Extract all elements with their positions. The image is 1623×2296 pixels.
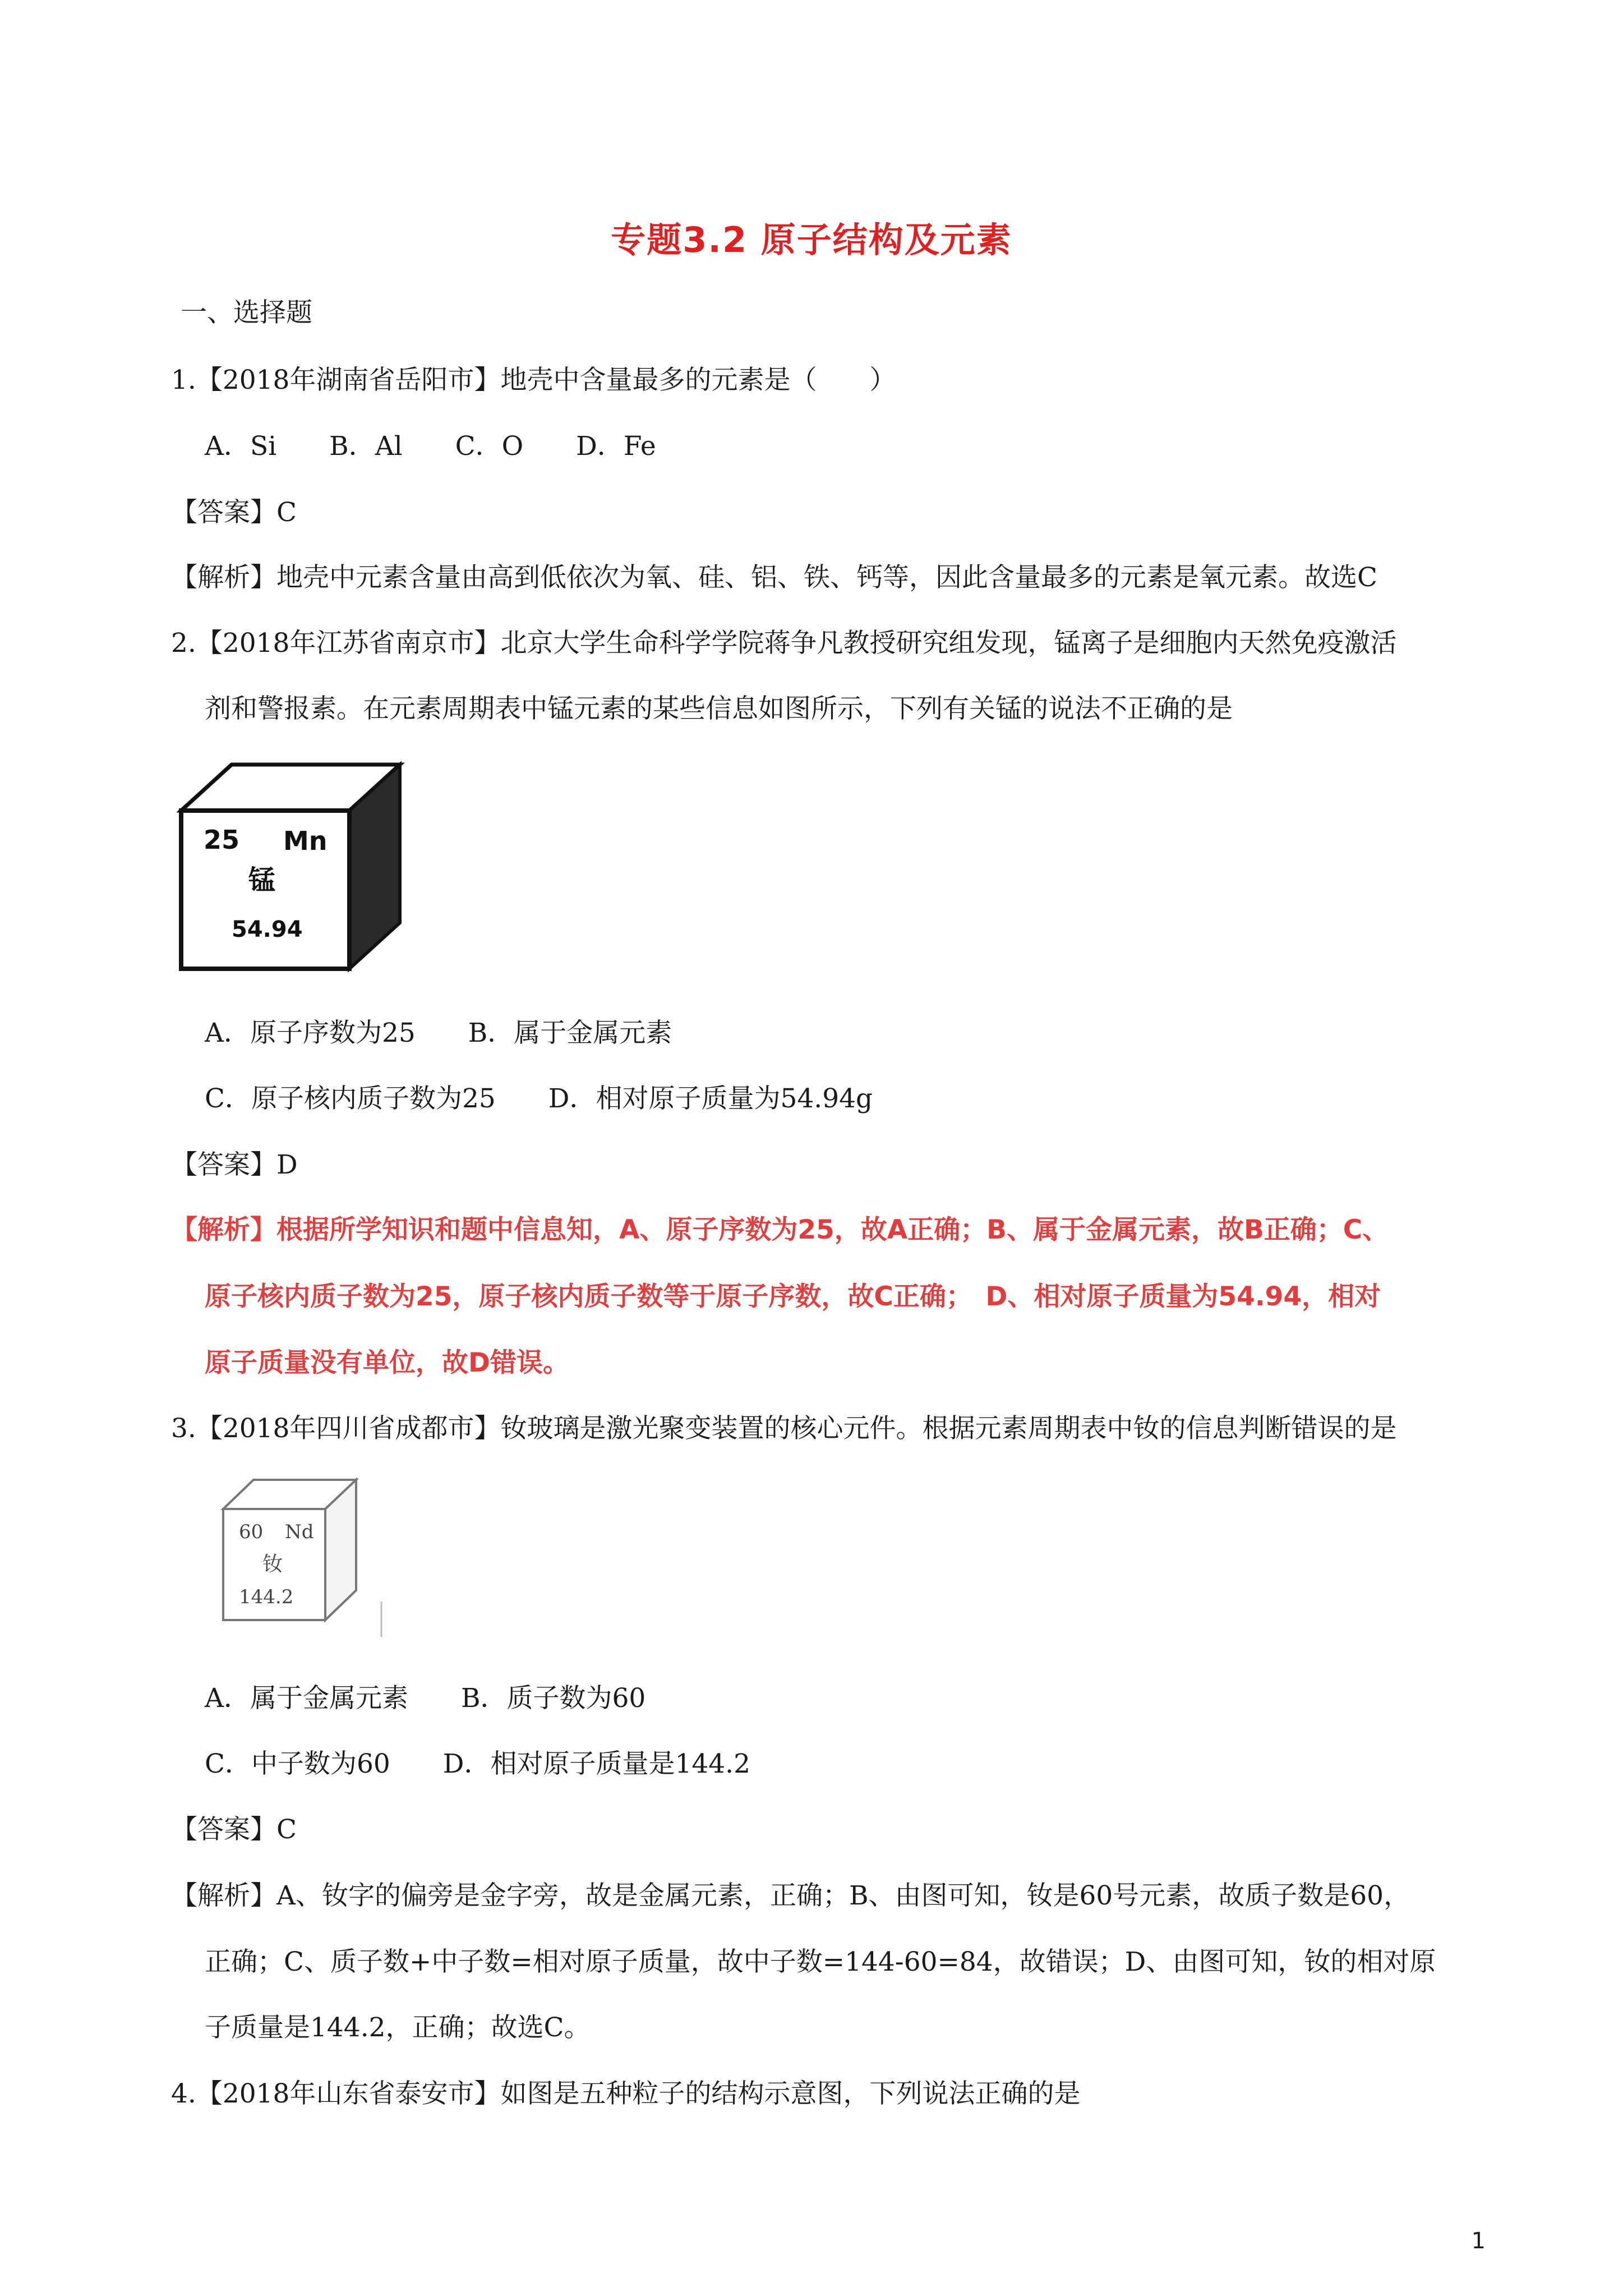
question-1-stem: 1.【2018年湖南省岳阳市】地壳中含量最多的元素是（ ） bbox=[171, 365, 896, 395]
question-2-analysis-line2: 原子核内质子数为25，原子核内质子数等于原子序数，故C正确； D、相对原子质量为54.94，相对 bbox=[205, 1281, 1381, 1312]
mn-name: 锰 bbox=[248, 864, 276, 896]
manganese-element-cube bbox=[177, 760, 412, 973]
mn-symbol: Mn bbox=[283, 826, 328, 856]
nd-symbol: Nd bbox=[285, 1521, 314, 1543]
section-heading: 一、选择题 bbox=[181, 297, 312, 328]
question-4-stem: 4.【2018年山东省泰安市】如图是五种粒子的结构示意图，下列说法正确的是 bbox=[171, 2078, 1081, 2109]
mn-mass: 54.94 bbox=[232, 917, 303, 942]
question-2-analysis-line3: 原子质量没有单位，故D错误。 bbox=[205, 1347, 570, 1378]
nd-name: 钕 bbox=[262, 1553, 283, 1576]
question-1-answer: 【答案】C bbox=[171, 497, 297, 528]
question-2-stem-line2: 剂和警报素。在元素周期表中锰元素的某些信息如图所示，下列有关锰的说法不正确的是 bbox=[205, 693, 1233, 724]
neodymium-element-cube bbox=[219, 1475, 398, 1638]
mn-atomic-number: 25 bbox=[204, 825, 240, 855]
question-1-options: A．Si B．Al C．O D．Fe bbox=[205, 431, 656, 462]
question-2-stem-line1: 2.【2018年江苏省南京市】北京大学生命科学学院蒋争凡教授研究组发现，锰离子是细胞内天然免疫激活 bbox=[171, 628, 1397, 659]
nd-mass: 144.2 bbox=[239, 1586, 294, 1608]
question-3-analysis-line1: 【解析】A、钕字的偏旁是金字旁，故是金属元素，正确；B、由图可知，钕是60号元素，故质子数是60， bbox=[171, 1880, 1410, 1911]
nd-atomic-number: 60 bbox=[239, 1521, 264, 1543]
page-number: 1 bbox=[1471, 2228, 1486, 2254]
question-2-analysis-line1: 【解析】根据所学知识和题中信息知，A、原子序数为25，故A正确；B、属于金属元素，故B正确；C、 bbox=[171, 1214, 1389, 1245]
question-3-analysis-line2: 正确；C、质子数+中子数=相对原子质量，故中子数=144-60=84，故错误；D、由图可知，钕的相对原 bbox=[205, 1947, 1436, 1977]
question-3-options-line1: A．属于金属元素 B．质子数为60 bbox=[205, 1683, 646, 1714]
question-3-options-line2: C．中子数为60 D．相对原子质量是144.2 bbox=[205, 1749, 751, 1779]
question-2-answer: 【答案】D bbox=[171, 1149, 298, 1180]
question-2-options-line2: C．原子核内质子数为25 D．相对原子质量为54.94g bbox=[205, 1083, 873, 1114]
question-3-analysis-line3: 子质量是144.2，正确；故选C。 bbox=[205, 2012, 591, 2043]
question-1-analysis: 【解析】地壳中元素含量由高到低依次为氧、硅、铝、铁、钙等，因此含量最多的元素是氧元素。故选C bbox=[171, 562, 1377, 593]
question-3-stem: 3.【2018年四川省成都市】钕玻璃是激光聚变装置的核心元件。根据元素周期表中钕的信息判断错误的是 bbox=[171, 1413, 1397, 1444]
question-3-answer: 【答案】C bbox=[171, 1814, 297, 1845]
page-title: 专题3.2 原子结构及元素 bbox=[611, 219, 1012, 260]
question-2-options-line1: A．原子序数为25 B．属于金属元素 bbox=[205, 1018, 672, 1048]
